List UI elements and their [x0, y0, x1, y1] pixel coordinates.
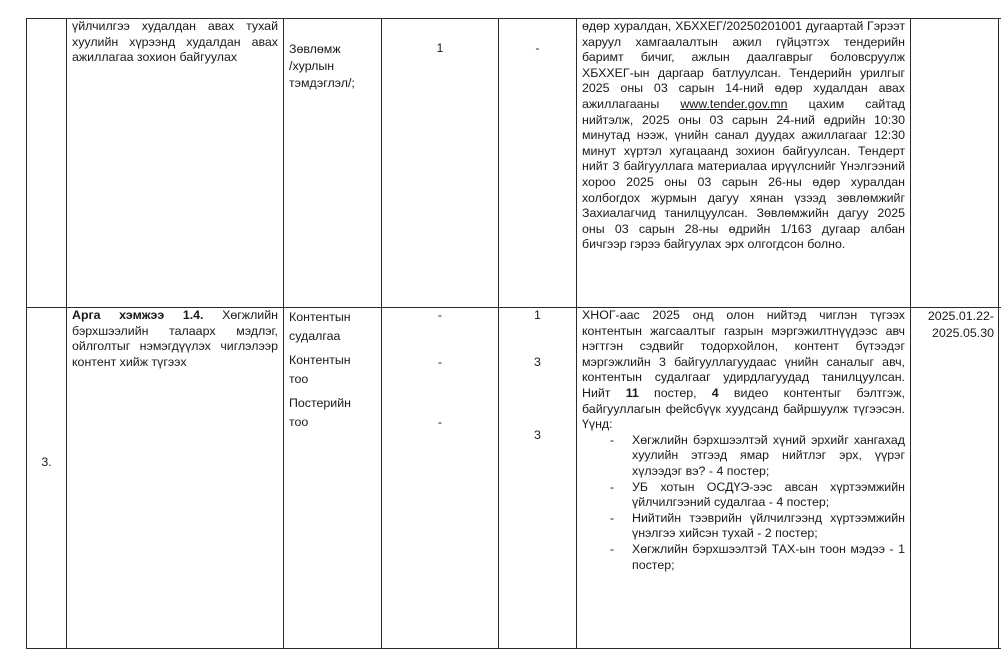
baseline-value: - [437, 415, 443, 429]
target-cell [499, 19, 577, 308]
result-text: цахим сайтад нийтэлж, 2025 оны 03 сарын 24-ний өдрийн 10:30 минутад нээж, үнийн санал дуудах ажиллагааг 12:30 минут хүртэл хугацаанд зохион байгуулсан. Тендерт нийт 3 байгууллага материалаа ирүүлснийг Үнэлгээний хороо 2025 оны 03 сарын 26-ны өдөр хуралдан холбогдох журмын дагуу хянан үзээд зөвлөмжийг Захиалагчид танилцуулсан. Зөвлөмжийн дагуу 2025 оны 03 сарын 28-ны өдрийн 1/163 дугаар албан бичгээр гэрээ байгуулах эрх олгогдсон болно. [582, 96, 905, 252]
target-value: 3 [534, 355, 541, 369]
indicator-item: Постерийн тоо [289, 396, 351, 429]
activity-cell [67, 308, 284, 649]
list-item: - Хөгжлийн бэрхшээлтэй хүний эрхийг хангахад хуулийн этгээд ямар нийтлэг эрх, үүрэг хүлээдэг вэ? - 4 постер; [610, 432, 905, 478]
list-item: - УБ хотын ОСДҮЭ-ээс авсан хүртээмжийн үйлчилгээний судалгаа - 4 постер; [610, 479, 905, 510]
table-row [27, 308, 1001, 649]
indicator-line: тэмдэглэл/; [289, 76, 355, 90]
indicator-line: Зөвлөмж [289, 42, 341, 56]
date-start: 2025.01.22- [927, 309, 994, 323]
target-value: 1 [534, 308, 541, 322]
activity-text: Хөгжлийн бэрхшээлийн талаарх мэдлэг, ойлголтыг нэмэгдүүлэх чиглэлээр контент хийж түгээх [72, 308, 278, 369]
date-cell [911, 19, 999, 308]
indicator-cell [284, 308, 382, 649]
baseline-value: - [437, 355, 443, 369]
indicator-line: /хурлын [289, 59, 335, 73]
table-row [27, 19, 1001, 308]
list-item: - Нийтийн тээврийн үйлчилгээнд хүртээмжийн үнэлгээ хийсэн тухай - 2 постер; [610, 510, 905, 541]
result-bullet-list [582, 433, 905, 573]
result-cell [577, 308, 911, 649]
baseline-cell [382, 19, 499, 308]
row-number: 3. [41, 455, 52, 469]
baseline-cell [382, 308, 499, 649]
target-value: - [535, 41, 540, 55]
indicator-cell [284, 19, 382, 308]
date-end: 2025.05.30 [931, 326, 994, 340]
activity-text: үйлчилгээ худалдан авах тухай хуулийн хүрээнд худалдан авах ажиллагаа зохион байгуулах [72, 19, 278, 65]
date-cell [911, 308, 999, 649]
list-item: - Хөгжлийн бэрхшээлтэй ТАХ-ын тоон мэдээ - 1 постер; [610, 541, 905, 572]
result-cell [577, 19, 911, 308]
tender-link[interactable]: www.tender.gov.mn [680, 96, 788, 111]
activity-title: Арга хэмжээ 1.4. [72, 308, 204, 322]
indicator-item: Контентын тоо [289, 353, 351, 386]
row-number-cell [27, 19, 67, 308]
result-paragraph: ХНОГ-аас 2025 онд олон нийтэд чиглэн түгээх контентын жагсаалтыг газрын мэргэжилтнүүдээс авч нэгтгэн сэдвийг тодорхойлон, контент бүтээдэг мэргэжлийн 3 байгууллагуудаас үнийн саналыг авч, контентын судалгааг удирдлагуудад танилцуулсан. Нийт 11 постер, 4 видео контентыг бэлтгэж, байгууллагын фейсбүүк хуудсанд байршуулж түгээсэн. Үүнд: [582, 308, 905, 432]
activity-cell [67, 19, 284, 308]
poster-count: 11 [625, 385, 639, 400]
row-number-cell [27, 308, 67, 649]
baseline-value: - [437, 308, 443, 322]
baseline-value: 1 [436, 41, 444, 55]
target-cell [499, 308, 577, 649]
video-count: 4 [711, 385, 719, 400]
report-table [26, 18, 1001, 649]
target-value: 3 [534, 428, 541, 442]
indicator-item: Контентын судалгаа [289, 310, 351, 343]
result-text: өдөр хуралдан, ХБХХЕГ/20250201001 дугаартай Гэрээт харуул хамгаалалтын ажил гүйцэтгэх тендерийн баримт бичиг, ажлын даалгаврыг боловсруулж ХБХХЕГ-ын даргаар батлуулсан. Тендерийн урилгыг 2025 оны 03 сарын 14-ний өдөр худалдан авах ажиллагааны [582, 19, 905, 111]
